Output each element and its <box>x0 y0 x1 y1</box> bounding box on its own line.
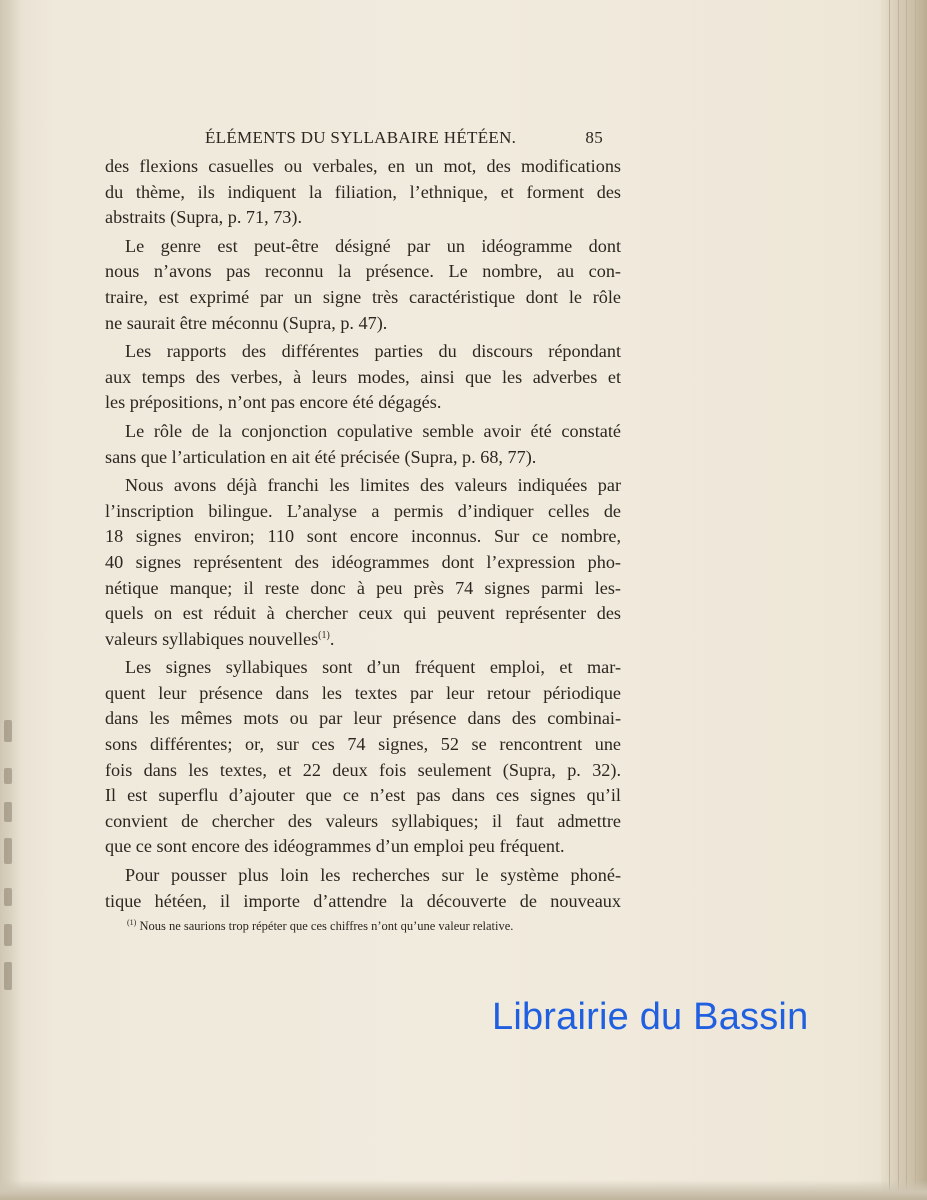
text-line-content: nétique manque; il reste donc à peu près 74 signes parmi les- <box>105 577 621 598</box>
text-line <box>105 259 621 285</box>
text-line-content: traire, est exprimé par un signe très caractéristique dont le rôle <box>105 286 621 307</box>
footnote-marker: (1) <box>127 918 137 927</box>
text-line-content: Les signes syllabiques sont d’un fréquent emploi, et mar- <box>125 657 621 678</box>
text-line <box>105 365 621 391</box>
text-line-content: fois dans les textes, et 22 deux fois seulement (Supra, p. 32). <box>105 759 621 780</box>
footnote-text: Nous ne saurions trop répéter que ces chiffres n’ont qu’une valeur relative. <box>139 919 514 934</box>
text-line-content: quels on est réduit à chercher ceux qui peuvent représenter des <box>105 603 621 624</box>
page-bottom-edge <box>0 1180 927 1200</box>
text-line-content: abstraits (Supra, p. 71, 73). <box>105 207 302 228</box>
text-line <box>105 154 621 180</box>
text-line <box>105 889 621 915</box>
text-line <box>105 627 621 653</box>
text-line-content: 40 signes représentent des idéogrammes dont l’expression pho- <box>105 551 621 572</box>
text-line <box>105 732 621 758</box>
text-line-content: Le rôle de la conjonction copulative semble avoir été constaté <box>125 420 621 441</box>
footnote <box>127 918 513 934</box>
watermark-logo-text: Librairie du Bassin <box>492 996 809 1038</box>
text-line <box>105 550 621 576</box>
text-line-content: aux temps des verbes, à leurs modes, ainsi que les adverbes et <box>105 366 621 387</box>
text-line <box>105 473 621 499</box>
text-line-content: quent leur présence dans les textes par leur retour périodique <box>105 682 621 703</box>
text-line <box>105 783 621 809</box>
text-line <box>105 285 621 311</box>
text-line <box>105 576 621 602</box>
text-line <box>105 681 621 707</box>
text-line-content: ne saurait être méconnu (Supra, p. 47). <box>105 312 388 333</box>
text-line-content: tique hétéen, il importe d’attendre la découverte de nouveaux <box>105 890 621 911</box>
text-line-content: les prépositions, n’ont pas encore été dégagés. <box>105 392 442 413</box>
text-line-content: sons différentes; or, sur ces 74 signes, 52 se rencontrent une <box>105 734 621 755</box>
text-line-content: nous n’avons pas reconnu la présence. Le nombre, au con- <box>105 261 621 282</box>
running-title: ÉLÉMENTS DU SYLLABAIRE HÉTÉEN. <box>205 128 517 147</box>
text-line <box>105 758 621 784</box>
text-line <box>105 311 621 337</box>
text-line <box>105 180 621 206</box>
text-line-content: dans les mêmes mots ou par leur présence dans des combinai- <box>105 708 621 729</box>
text-line-content: Pour pousser plus loin les recherches sur le système phoné- <box>125 865 621 886</box>
text-line <box>105 205 621 231</box>
text-line-content: Il est superflu d’ajouter que ce n’est pas dans ces signes qu’il <box>105 785 621 806</box>
left-margin-marks <box>2 710 16 1000</box>
text-line <box>105 419 621 445</box>
text-line <box>105 234 621 260</box>
text-line-content: du thème, ils indiquent la filiation, l’ethnique, et forment des <box>105 181 621 202</box>
line-punctuation: . <box>329 628 335 649</box>
text-line <box>105 834 621 860</box>
text-line <box>105 863 621 889</box>
page-number: 85 <box>585 128 603 147</box>
text-line-content: valeurs syllabiques nouvelles <box>105 628 319 649</box>
page-stack-edge <box>881 0 927 1200</box>
page-fold-shadow <box>0 0 22 1200</box>
text-line <box>105 524 621 550</box>
text-line <box>105 390 621 416</box>
text-line <box>105 706 621 732</box>
footnote-reference: (1) <box>318 629 330 641</box>
text-line <box>105 809 621 835</box>
text-line-content: 18 signes environ; 110 sont encore inconnus. Sur ce nombre, <box>105 526 621 547</box>
text-line-content: Nous avons déjà franchi les limites des valeurs indiquées par <box>125 475 621 496</box>
text-line-content: Le genre est peut-être désigné par un idéogramme dont <box>125 235 621 256</box>
text-line <box>105 445 621 471</box>
text-line <box>105 601 621 627</box>
text-line <box>105 655 621 681</box>
text-line-content: Les rapports des différentes parties du discours répondant <box>125 341 621 362</box>
text-line <box>105 499 621 525</box>
text-line-content: sans que l’articulation en ait été précisée (Supra, p. 68, 77). <box>105 446 537 467</box>
text-line <box>105 339 621 365</box>
text-line-content: convient de chercher des valeurs syllabiques; il faut admettre <box>105 810 621 831</box>
text-line-content: l’inscription bilingue. L’analyse a permis d’indiquer celles de <box>105 500 621 521</box>
text-line-content: des flexions casuelles ou verbales, en un mot, des modifications <box>105 156 621 176</box>
body-text <box>105 154 621 914</box>
text-line-content: que ce sont encore des idéogrammes d’un emploi peu fréquent. <box>105 836 565 857</box>
